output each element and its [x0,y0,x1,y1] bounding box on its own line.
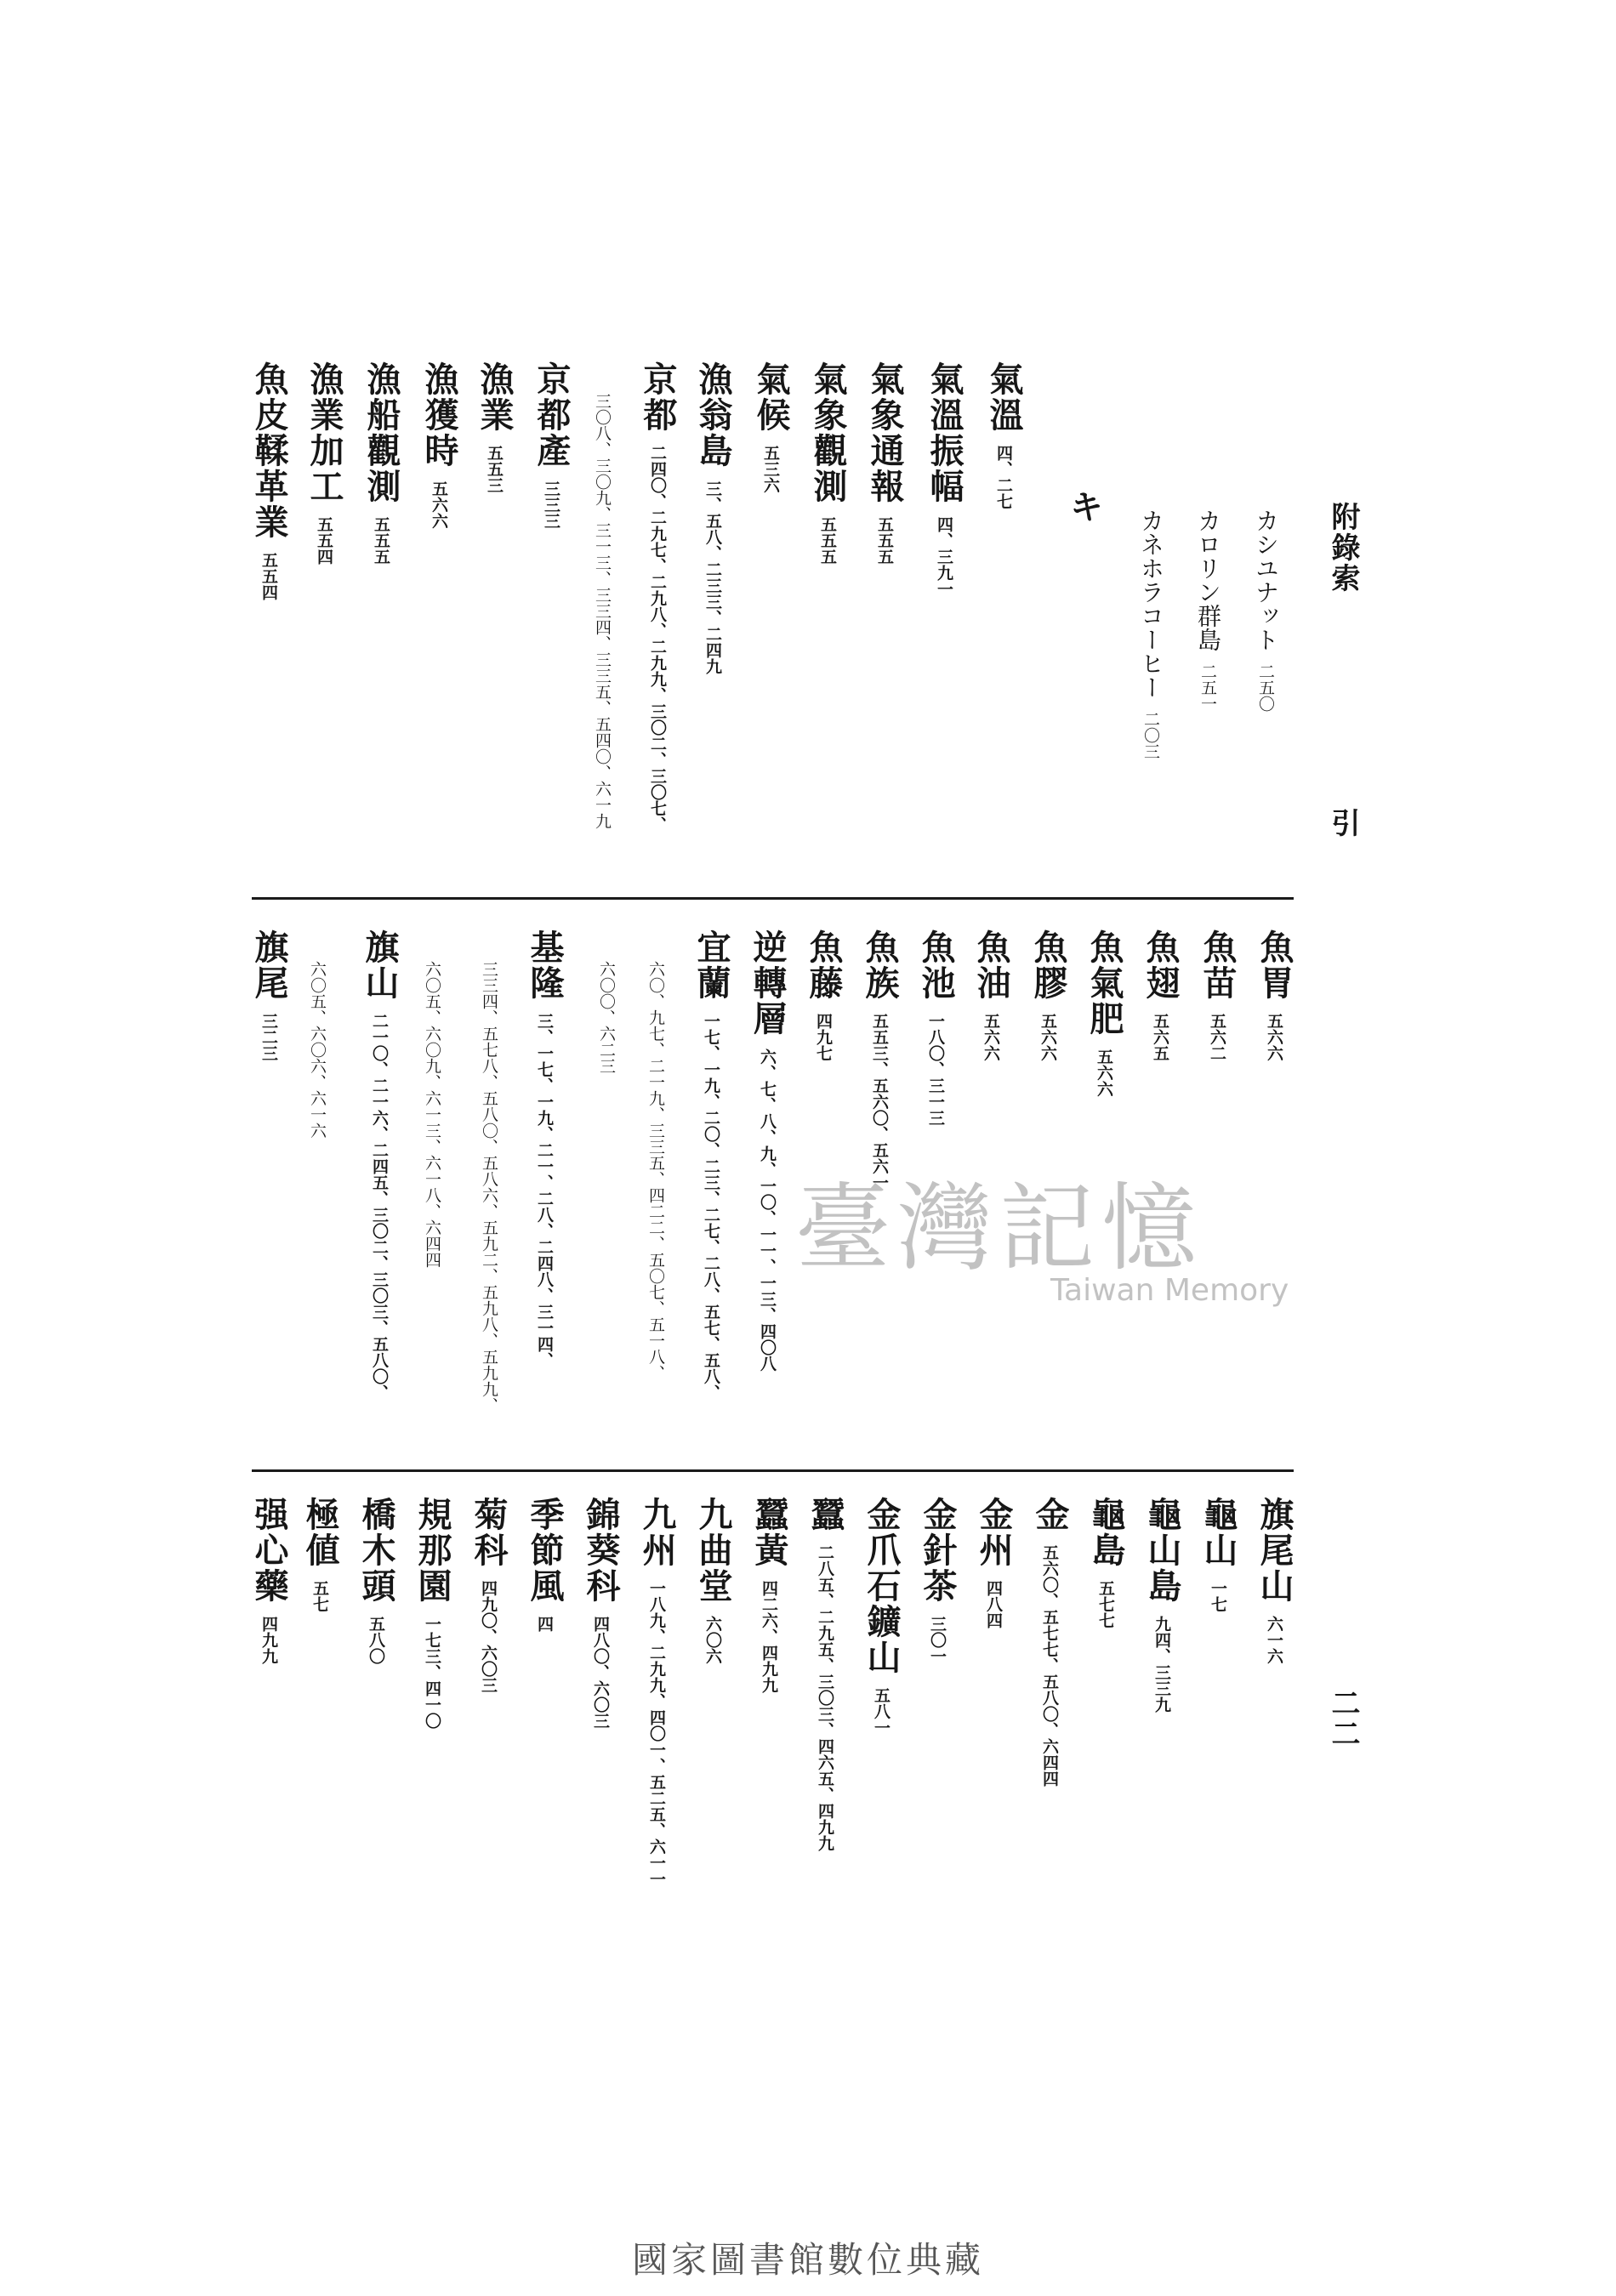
entry-pages: 三二三 [259,1013,278,1061]
entry-term: 强心藥 [249,1497,289,1604]
entry-term: 魚池 [916,929,956,1001]
index-entry [1191,509,1225,712]
index-entry [245,929,293,1061]
entry-term: 極値 [300,1497,340,1568]
entry-term: 基隆 [525,929,565,1001]
entry-pages: 五六六 [1038,1013,1057,1061]
index-entry [1194,1497,1243,1612]
entry-term: 金 [1030,1497,1070,1532]
divider-rule [252,1469,1294,1472]
entry-term: 氣溫振幅 [925,361,964,504]
entry-pages: 二五〇 [1256,663,1275,712]
entry-pages: 五八一 [872,1687,891,1736]
entry-term: 氣候 [751,361,791,433]
entry-term: 京都產 [532,361,572,469]
entry-term: カネホラコーヒー [1137,509,1165,699]
index-entry [633,1497,681,1887]
entry-continuation: 六〇〇、六二三 [597,961,616,1074]
page-header-title: 附錄索 引 [1326,502,1360,838]
index-entry [1250,929,1299,1061]
entry-term: 蠶黃 [749,1497,789,1568]
entry-pages: 二一〇、二一六、二四五、三〇二、三〇三、五八〇、 [370,1013,389,1401]
index-entry [1024,929,1073,1061]
index-entry [1082,1497,1130,1628]
entry-pages: 五五三 [485,445,504,493]
entry-term: 宜蘭 [691,929,731,1001]
entry-term: 氣溫 [984,361,1024,433]
index-entry [356,929,404,1401]
entry-term: 金爪石鑛山 [862,1497,902,1675]
entry-pages: 四九〇、六〇三 [479,1580,498,1693]
entry-pages: 四九七 [814,1013,833,1061]
index-entry [920,361,969,597]
index-entry [521,1497,569,1632]
index-entry [967,929,1016,1061]
entry-term: 漁業 [475,361,515,433]
entry-term: 魚氣肥 [1084,929,1124,1037]
entry-pages: 一八〇、三一三 [926,1013,945,1126]
index-entry [687,929,736,1401]
entry-term: 龜山 [1198,1497,1238,1568]
entry-pages: 五五五 [372,516,390,565]
entry-term: 漁船觀測 [361,361,401,504]
entry-pages: 四八〇、六〇三 [591,1616,610,1729]
entry-term: 逆轉層 [748,929,788,1037]
entry-pages: 二四〇、二九七、二九八、二九九、三〇二、三〇七、 [648,445,667,833]
entry-term: 旗山 [360,929,400,1001]
entry-continuation: 三〇八、三〇九、三一三、三三四、三三五、五四〇、六一九 [593,393,612,829]
entry-pages: 五五三、五六〇、五六一 [870,1013,889,1191]
watermark-chinese: 臺灣記憶 [795,1174,1203,1284]
index-entry [408,1497,457,1729]
entry-pages: 三、一七、一九、二一、二八、二四八、三一四、 [535,1013,554,1368]
entry-pages: 四、三九一 [935,516,953,597]
index-entry [1250,1497,1299,1664]
entry-term: 魚苗 [1198,929,1238,1001]
index-entry [1249,509,1283,712]
entry-pages: 三三三 [542,480,560,529]
entry-term: 魚藤 [804,929,844,1001]
entry-pages: 五五五 [818,516,837,565]
entry-pages: 五三六 [761,445,780,493]
index-entry [913,1497,962,1664]
entry-term: 魚皮鞣革業 [249,361,289,540]
entry-continuation: 六〇、九七、二一九、三三五、四二二、五〇七、五一八、 [646,961,665,1381]
entry-pages: 三、五八、二三三、二四九 [703,480,722,674]
entry-term: 京都 [638,361,678,433]
index-entry [1026,1497,1074,1787]
index-entry [799,929,848,1061]
entry-pages: 四九九 [259,1616,278,1664]
entry-term: 漁獲時 [419,361,459,469]
entry-pages: 一七、一九、二〇、二三、二七、二八、五七、五八、 [702,1013,720,1401]
entry-pages: 五六六 [982,1013,1000,1061]
index-entry [861,361,909,565]
index-entry [415,361,464,529]
index-entry [856,929,904,1191]
entry-term: 魚胃 [1255,929,1295,1001]
entry-pages: 一七 [1209,1580,1227,1612]
entry-pages: 四 [535,1616,554,1632]
watermark-english: Taiwan Memory [1050,1273,1289,1308]
watermark [795,1152,1306,1322]
index-entry [970,1497,1018,1628]
index-entry [912,929,960,1126]
entry-term: 旗尾 [249,929,289,1001]
entry-term: 魚膠 [1028,929,1068,1001]
entry-continuation: 六〇五、六〇六、六一六 [308,961,327,1139]
entry-pages: 一八九、二九九、四〇一、五二五、六一一 [647,1580,666,1887]
entry-term: 龜山島 [1142,1497,1182,1604]
entry-pages: 一七三、四一〇 [423,1616,441,1729]
entry-term: 氣象觀測 [808,361,848,504]
entry-term: 龜島 [1086,1497,1126,1568]
entry-term: カシユナット [1252,509,1280,651]
entry-term: 錦葵科 [581,1497,621,1604]
entry-pages: 五五四 [315,516,333,565]
index-entry [1136,929,1185,1061]
entry-pages: 五六六 [1095,1049,1113,1097]
entry-pages: 五七七 [1096,1580,1115,1628]
index-entry [1138,1497,1186,1713]
section-letter: キ [1064,489,1104,523]
entry-term: 規那園 [413,1497,452,1604]
entry-term: 九曲堂 [693,1497,733,1604]
entry-pages: 五六六 [1265,1013,1283,1061]
index-entry [1134,509,1168,759]
entry-pages: 九四、三三九 [1152,1616,1171,1713]
index-entry [634,361,682,833]
entry-pages: 二〇三 [1141,711,1160,759]
entry-continuation: 三三四、五七八、五八〇、五八六、五九二、五九八、五九九、 [480,961,498,1413]
index-entry [801,1497,850,1851]
index-entry [1193,929,1242,1061]
entry-pages: 五六五 [1151,1013,1169,1061]
entry-term: 季節風 [525,1497,565,1604]
footer-archive-label: 國家圖書館數位典藏 [631,2239,984,2281]
entry-pages: 六〇六 [703,1616,722,1664]
entry-term: 漁業加工 [304,361,344,504]
entry-term: 漁翁島 [693,361,733,469]
entry-term: 旗尾山 [1255,1497,1295,1604]
entry-pages: 五六二 [1208,1013,1226,1061]
index-entry [521,929,569,1368]
entry-term: 橋木頭 [356,1497,396,1604]
entry-term: 蠶 [805,1497,845,1532]
index-entry [745,1497,794,1693]
page-number: 二二 [1326,1688,1360,1749]
entry-term: 魚油 [971,929,1011,1001]
entry-pages: 五七 [310,1580,329,1612]
entry-term: 魚翅 [1141,929,1181,1001]
index-entry [804,361,852,565]
entry-pages: 五六六 [430,480,448,529]
index-entry [300,361,349,565]
entry-pages: 四二六、四九九 [760,1580,778,1693]
entry-term: 金州 [974,1497,1014,1568]
entry-term: カロリン群島 [1194,509,1222,651]
index-entry [1080,929,1129,1097]
entry-pages: 五五五 [875,516,894,565]
index-entry [689,1497,737,1664]
entry-pages: 四八四 [984,1580,1003,1628]
index-entry [980,361,1028,509]
index-entry [464,1497,513,1693]
index-entry [857,1497,906,1736]
index-entry [245,1497,293,1664]
entry-pages: 四、二七 [994,445,1013,509]
index-entry [357,361,406,565]
entry-pages: 二五一 [1198,663,1217,712]
index-entry [743,929,792,1372]
entry-pages: 六、七、八、九、一〇、一一、一三、四〇八 [758,1049,777,1372]
index-entry [527,361,576,529]
entry-pages: 五五四 [259,552,278,600]
index-entry [577,1497,625,1729]
index-entry [245,361,293,600]
index-entry [470,361,519,493]
entry-pages: 五八〇 [367,1616,385,1664]
index-entry [747,361,795,493]
entry-term: 魚族 [860,929,900,1001]
entry-pages: 六一六 [1265,1616,1283,1664]
entry-term: 九州 [637,1497,677,1568]
index-entry [689,361,737,674]
entry-term: 氣象通報 [865,361,905,504]
entry-term: 菊科 [469,1497,509,1568]
entry-continuation: 六〇五、六〇九、六一三、六一八、六四四 [423,961,441,1268]
index-entry [296,1497,344,1612]
entry-pages: 三〇一 [928,1616,947,1664]
entry-pages: 五六〇、五七七、五八〇、六四四 [1040,1544,1059,1787]
entry-pages: 二八五、二九五、三〇三、四六五、四九九 [816,1544,834,1851]
index-entry [352,1497,401,1664]
entry-term: 金針茶 [918,1497,958,1604]
divider-rule [252,897,1294,900]
